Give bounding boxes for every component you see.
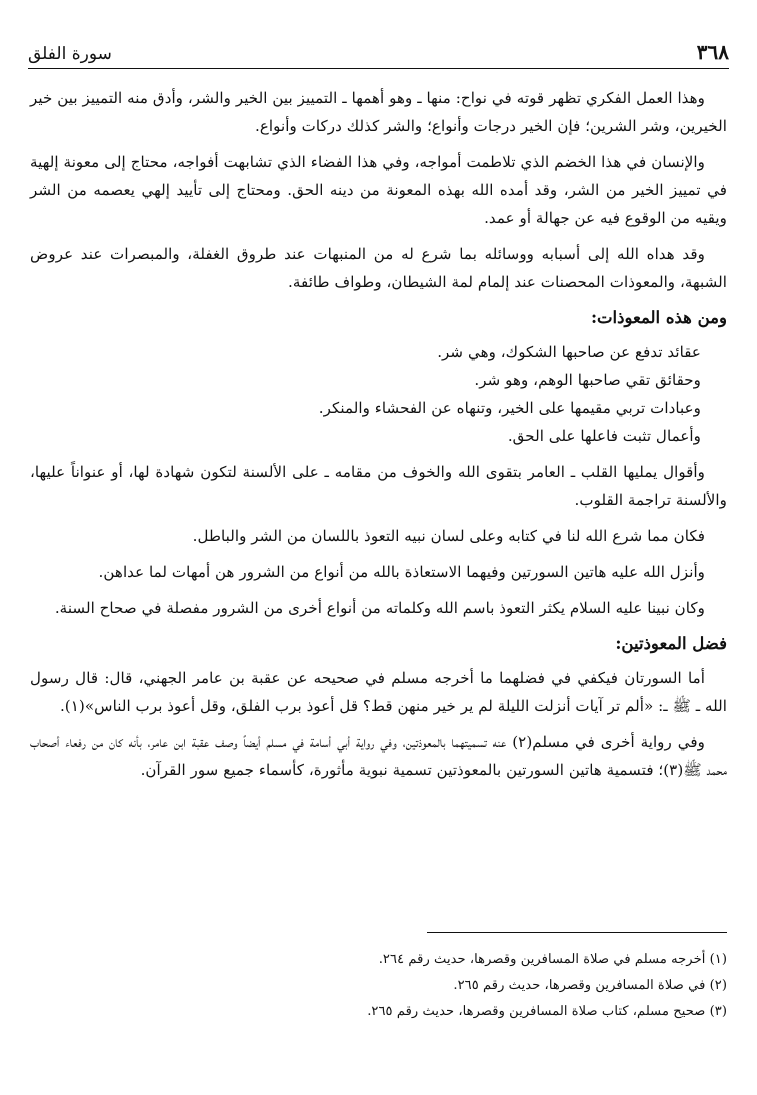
list-item: وعبادات تربي مقيمها على الخير، وتنهاه عن الفحشاء والمنكر. [318, 399, 701, 417]
page-header [28, 30, 729, 69]
paragraph: وكان نبينا عليه السلام يكثر التعوذ باسم الله وكلماته من أنواع أخرى من الشرور مفصلة في صحاح السنة. [54, 599, 705, 617]
footnote: (٣) صحيح مسلم، كتاب صلاة المسافرين وقصرها، حديث رقم ٢٦٥. [367, 1004, 727, 1019]
footnotes-list [30, 947, 727, 1025]
page-number: ٣٦٨ [696, 40, 729, 64]
footnote: (٢) في صلاة المسافرين وقصرها، حديث رقم ٢٦٥. [453, 978, 727, 993]
footnote-separator [427, 932, 727, 933]
footnotes-area [30, 932, 727, 1025]
paragraph: وفي رواية أخرى في مسلم(٢) عنه تسميتهما بالمعوذتين، وفي رواية أبي أسامة في مسلم أيضاً وصف عقبة ابن عامر، بأنه كان من رفعاء أصحاب محمد ﷺ(٣)؛ فتسمية هاتين السورتين بالمعوذتين تسمية نبوية مأثورة، كأسماء جميع سور القرآن. [30, 733, 727, 779]
list-item: وحقائق تقي صاحبها الوهم، وهو شر. [474, 371, 701, 389]
paragraph: وأقوال يمليها القلب ـ العامر بتقوى الله والخوف من مقامه ـ على الألسنة لتكون شهادة لها، أو عنواناً عليها، والألسنة تراجمة القلوب. [30, 463, 727, 509]
section-heading: ومن هذه المعوذات: [590, 308, 727, 327]
section-heading: فضل المعوذتين: [615, 634, 727, 653]
footnote: (١) أخرجه مسلم في صلاة المسافرين وقصرها، حديث رقم ٢٦٤. [378, 952, 727, 967]
muawwidhat-list [30, 338, 727, 450]
paragraph: وقد هداه الله إلى أسبابه ووسائله بما شرع له من المنبهات عند طروق الغفلة، والمبصرات عند عروض الشبهة، والمعوذات المحصنات عند إلمام لمة الشيطان، وطواف طائفة. [30, 245, 727, 291]
list-item: وأعمال تثبت فاعلها على الحق. [507, 427, 701, 445]
page-body [30, 84, 727, 792]
paragraph: وأنزل الله عليه هاتين السورتين وفيهما الاستعاذة بالله من أنواع من الشرور هن أمهات لما عداهن. [98, 563, 705, 581]
paragraph: فكان مما شرع الله لنا في كتابه وعلى لسان نبيه التعوذ باللسان من الشر والباطل. [192, 527, 705, 545]
list-item: عقائد تدفع عن صاحبها الشكوك، وهي شر. [437, 343, 701, 361]
running-title: سورة الفلق [28, 44, 112, 64]
paragraph: والإنسان في هذا الخضم الذي تلاطمت أمواجه، وفي هذا الفضاء الذي تشابهت أفواجه، محتاج إلى معونة إلهية في تمييز الخير من الشر، وقد أمده الله بهذه المعونة من دينه الحق. ومحتاج إلى تأييد إلهي يعصمه من الشر ويقيه من الوقوع فيه عن جهالة أو عمد. [30, 153, 727, 227]
paragraph: أما السورتان فيكفي في فضلهما ما أخرجه مسلم في صحيحه عن عقبة بن عامر الجهني، قال: قال رسول الله ـ ﷺ ـ: «ألم تر آيات أنزلت الليلة لم ير خير منهن قط؟ قل أعوذ برب الفلق، وقل أعوذ برب الناس»(١). [30, 669, 727, 715]
paragraph: وهذا العمل الفكري تظهر قوته في نواح: منها ـ وهو أهمها ـ التمييز بين الخير والشر، وأدق منه التمييز بين خير الخيرين، وشر الشرين؛ فإن الخير درجات وأنواع؛ والشر كذلك دركات وأنواع. [30, 89, 727, 135]
